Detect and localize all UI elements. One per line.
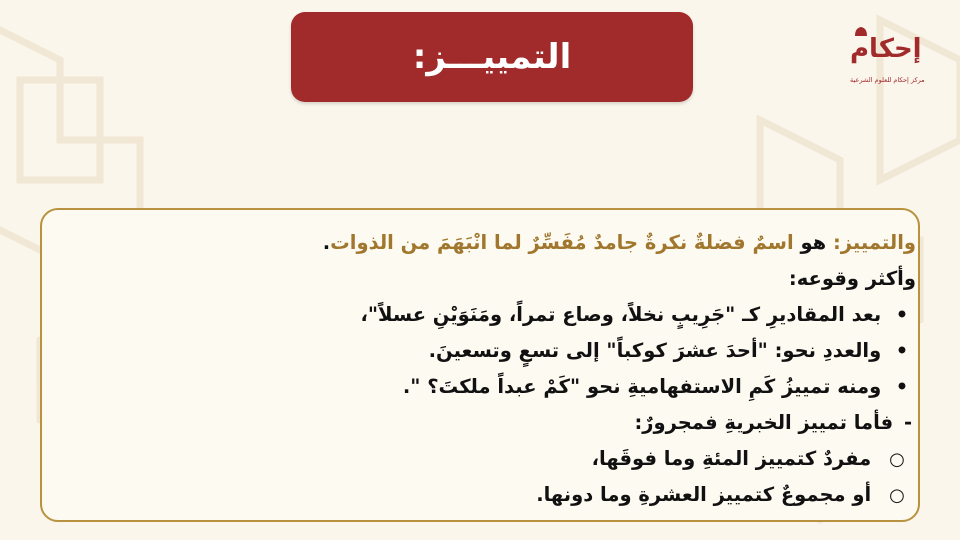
dash-icon: - — [903, 411, 913, 434]
bullet-item — [306, 333, 916, 369]
bullet-item — [306, 369, 916, 405]
sub-item-text: أو مجموعٌ كتمييز العشرةِ وما دونها. — [536, 483, 872, 506]
definition-end: . — [322, 231, 331, 254]
bullet-icon: • — [895, 303, 909, 326]
occurrence-heading: وأكثر وقوعه: — [788, 267, 916, 290]
bullet-text: ومنه تمييزُ كَمِ الاستفهاميةِ نحو "كَمْ عبداً ملكتَ؟ ". — [402, 375, 882, 398]
title-banner — [291, 12, 693, 102]
sub-item-text: مفردٌ كتمييز المئةِ وما فوقَها، — [591, 447, 872, 470]
sub-item — [306, 441, 916, 477]
khabariya-line — [306, 405, 916, 441]
logo-wordmark: إحكام — [850, 34, 922, 64]
definition-text: اسمٌ فضلةٌ نكرةٌ جامدٌ مُفَسِّرٌ لما انْبَهَمَ من الذوات — [330, 231, 794, 254]
definition-term: والتمييز: — [832, 231, 916, 254]
content-text — [306, 225, 916, 513]
bullet-icon: • — [895, 375, 909, 398]
bullet-icon: • — [895, 339, 909, 362]
khabariya-text: فأما تمييز الخبريةِ فمجرورٌ: — [634, 411, 894, 434]
circle-bullet-icon: ○ — [889, 449, 905, 470]
bullet-item — [306, 297, 916, 333]
logo-subtitle: مركز إحكام للعلوم الشرعية — [850, 76, 925, 84]
sub-item — [306, 477, 916, 513]
ihkam-logo — [846, 26, 926, 98]
definition-intro: هو — [800, 231, 827, 254]
definition-line — [306, 225, 916, 261]
circle-bullet-icon: ○ — [889, 485, 905, 506]
page-title: التمييـــز: — [412, 37, 572, 77]
bullet-text: بعد المقاديرِ كـ "جَرِيبٍ نخلاً، وصاع تمراً، ومَنَوَيْنِ عسلاً"، — [360, 303, 882, 326]
bullet-text: والعددِ نحو: "أحدَ عشرَ كوكباً" إلى تسعٍ وتسعينَ. — [428, 339, 882, 362]
